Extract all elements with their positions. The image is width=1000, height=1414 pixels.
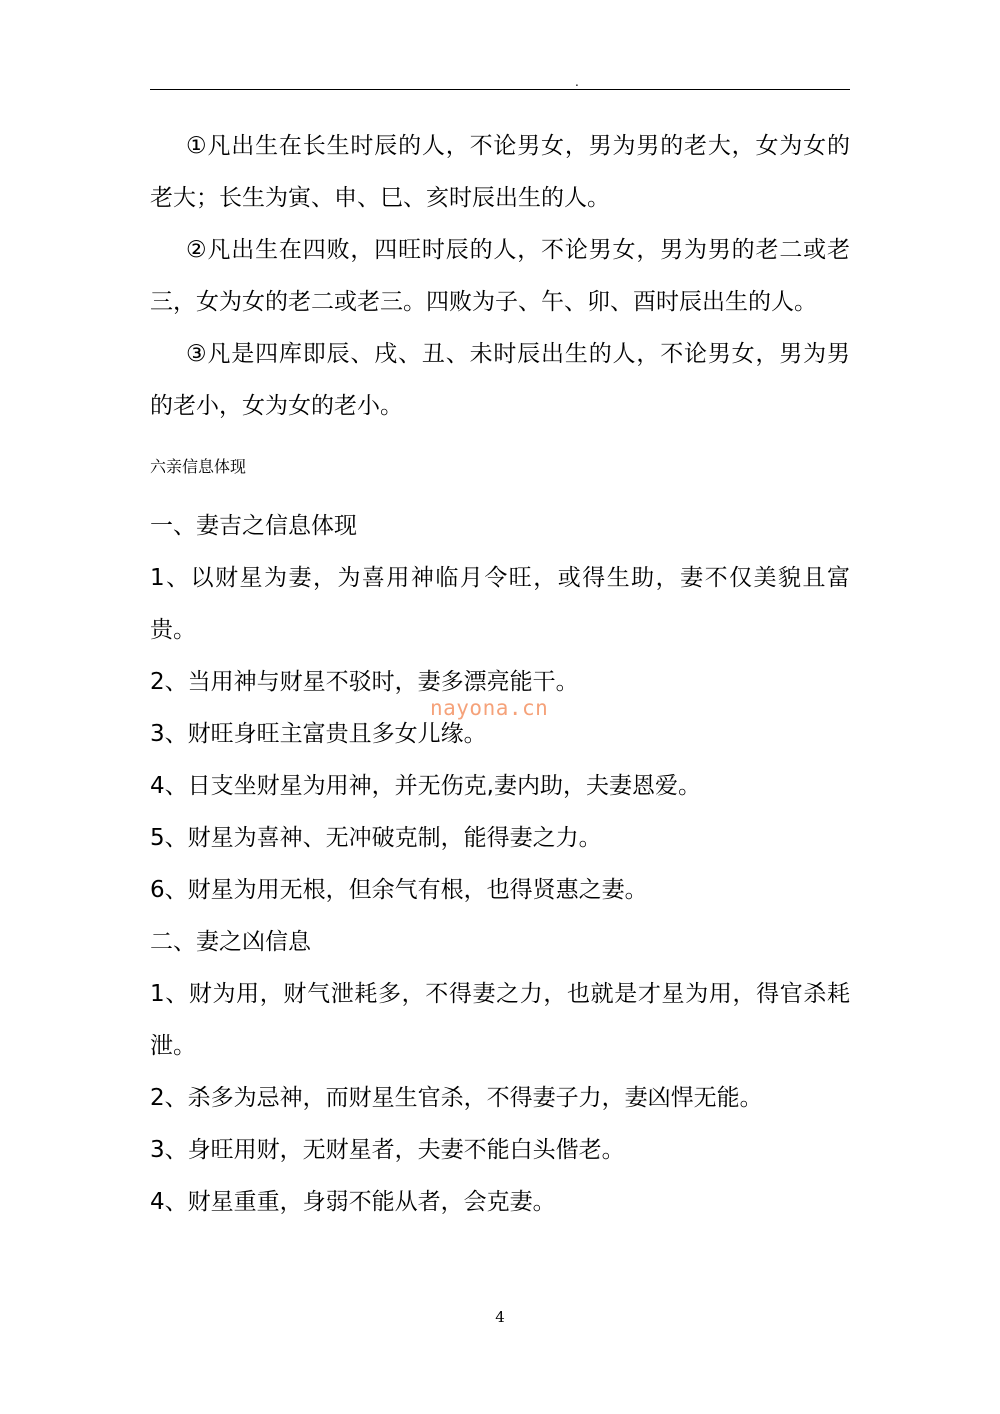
list-item: 4、日支坐财星为用神，并无伤克,妻内助，夫妻恩爱。 (150, 773, 701, 799)
intro-paragraph-2: ②凡出生在四败，四旺时辰的人，不论男女，男为男的老二或老三，女为女的老二或老三。四败为子、午、卯、酉时辰出生的人。 (150, 237, 850, 315)
watermark: nayona.cn (430, 696, 549, 720)
list-item: 2、当用神与财星不驳时，妻多漂亮能干。 (150, 669, 579, 695)
list-item: 2、杀多为忌神，而财星生官杀，不得妻子力，妻凶悍无能。 (150, 1085, 763, 1111)
list-item: 1、财为用，财气泄耗多，不得妻之力，也就是才星为用，得官杀耗泄。 (150, 981, 850, 1059)
heading-wife-bad: 二、妻之凶信息 (150, 929, 311, 955)
header-rule (150, 89, 850, 90)
list-item: 4、财星重重，身弱不能从者，会克妻。 (150, 1189, 556, 1215)
document-body (150, 120, 850, 1228)
heading-wife-good: 一、妻吉之信息体现 (150, 513, 357, 539)
intro-paragraph-1: ①凡出生在长生时辰的人，不论男女，男为男的老大，女为女的老大；长生为寅、申、巳、亥时辰出生的人。 (150, 133, 850, 211)
list-item: 3、身旺用财，无财星者，夫妻不能白头偕老。 (150, 1137, 625, 1163)
list-item: 6、财星为用无根，但余气有根，也得贤惠之妻。 (150, 877, 648, 903)
list-item: 3、财旺身旺主富贵且多女儿缘。 (150, 721, 487, 747)
list-item: 1、以财星为妻，为喜用神临月令旺，或得生助，妻不仅美貌且富贵。 (150, 565, 850, 643)
list-item: 5、财星为喜神、无冲破克制，能得妻之力。 (150, 825, 602, 851)
intro-paragraph-3: ③凡是四库即辰、戌、丑、未时辰出生的人，不论男女，男为男的老小，女为女的老小。 (150, 341, 850, 419)
page-number: 4 (495, 1308, 505, 1326)
section-label: 六亲信息体现 (150, 457, 247, 476)
header-mark: . (575, 75, 579, 89)
